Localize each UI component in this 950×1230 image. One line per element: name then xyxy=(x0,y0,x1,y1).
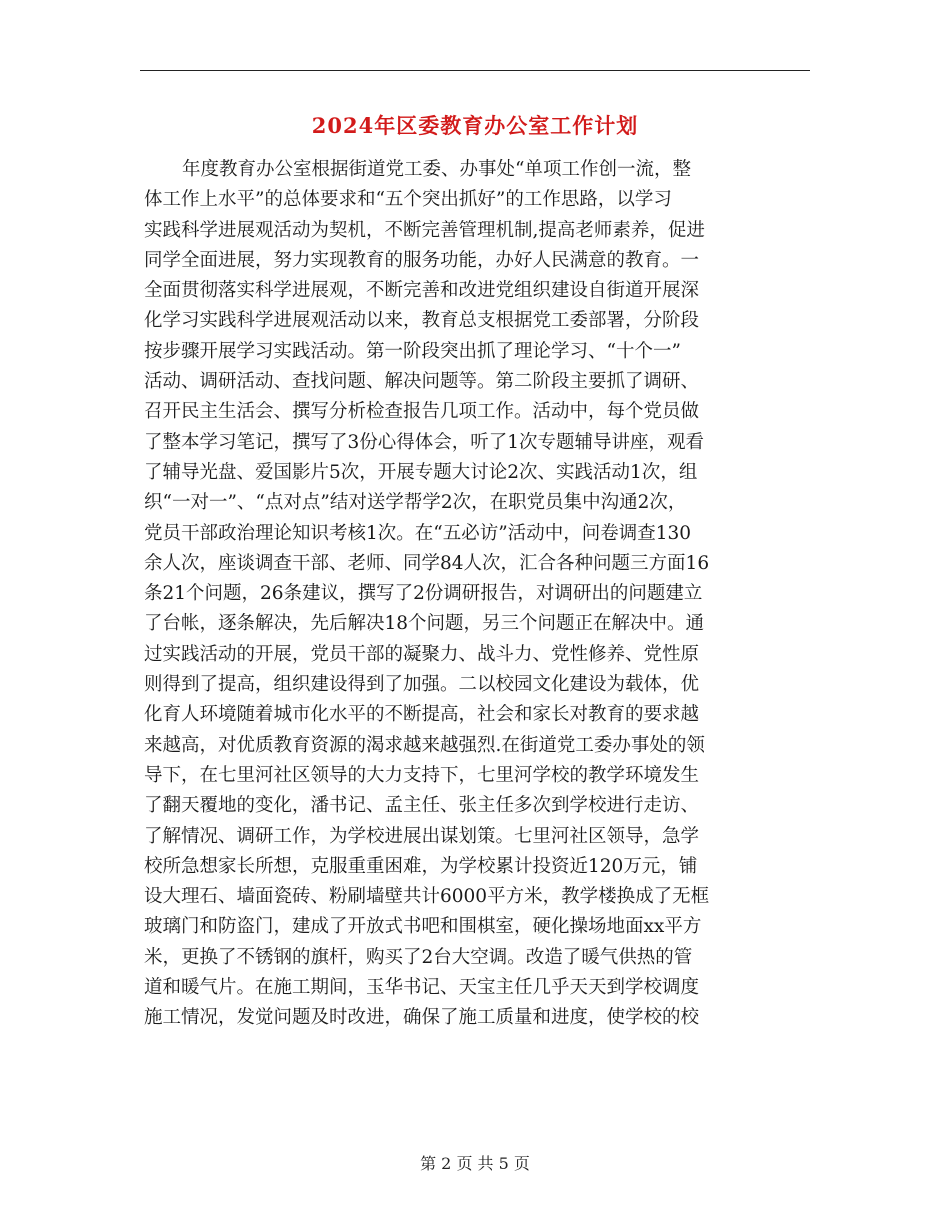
body-line: 活动、调研活动、查找问题、解决问题等。第二阶段主要抓了调研、 xyxy=(144,371,700,393)
body-line: 条21个问题，26条建议，撰写了2份调研报告，对调研出的问题建立 xyxy=(144,583,703,605)
body-line: 校所急想家长所想，克服重重困难，为学校累计投资近120万元，铺 xyxy=(144,855,698,877)
body-line: 了辅导光盘、爱国影片5次，开展专题大讨论2次、实践活动1次，组 xyxy=(144,461,698,483)
body-line: 了整本学习笔记，撰写了3份心得体会，听了1次专题辅导讲座，观看 xyxy=(144,431,705,453)
body-line: 则得到了提高，组织建设得到了加强。二以校园文化建设为载体，优 xyxy=(144,674,700,696)
body-line: 召开民主生活会、撰写分析检查报告几项工作。活动中，每个党员做 xyxy=(144,401,700,423)
header-rule xyxy=(140,70,810,71)
body-line: 了解情况、调研工作，为学校进展出谋划策。七里河社区领导，急学 xyxy=(144,825,700,847)
body-line: 导下，在七里河社区领导的大力支持下，七里河学校的教学环境发生 xyxy=(144,764,700,786)
body-line: 化学习实践科学进展观活动以来，教育总支根据党工委部署，分阶段 xyxy=(144,310,700,332)
body-line: 道和暖气片。在施工期间，玉华书记、天宝主任几乎天天到学校调度 xyxy=(144,977,700,999)
document-body xyxy=(144,155,812,1034)
document-title: 2024年区委教育办公室工作计划 xyxy=(311,113,639,138)
body-line: 实践科学进展观活动为契机，不断完善管理机制,提高老师素养，促进 xyxy=(144,219,705,241)
body-line: 全面贯彻落实科学进展观，不断完善和改进党组织建设自街道开展深 xyxy=(144,280,700,302)
body-line: 施工情况，发觉问题及时改进，确保了施工质量和进度，使学校的校 xyxy=(144,1007,700,1029)
body-line: 余人次，座谈调查干部、老师、同学84人次，汇合各种问题三方面16 xyxy=(144,552,710,574)
page-number: 第 2 页 共 5 页 xyxy=(420,1154,530,1173)
body-line: 化育人环境随着城市化水平的不断提高，社会和家长对教育的要求越 xyxy=(144,704,700,726)
body-line: 按步骤开展学习实践活动。第一阶段突出抓了理论学习、“十个一” xyxy=(144,340,681,362)
body-line: 体工作上水平”的总体要求和“五个突出抓好”的工作思路，以学习 xyxy=(144,189,672,211)
body-line: 米，更换了不锈钢的旗杆，购买了2台大空调。改造了暖气供热的管 xyxy=(144,946,693,968)
body-line: 同学全面进展，努力实现教育的服务功能，办好人民满意的教育。一 xyxy=(144,249,700,271)
body-line: 织“一对一”、“点对点”结对送学帮学2次，在职党员集中沟通2次， xyxy=(144,492,687,514)
body-line: 了台帐，逐条解决，先后解决18个问题，另三个问题正在解决中。通 xyxy=(144,613,705,635)
body-line: 来越高，对优质教育资源的渴求越来越强烈.在街道党工委办事处的领 xyxy=(144,734,705,756)
body-line: 党员干部政治理论知识考核1次。在“五必访”活动中，问卷调查130 xyxy=(144,522,691,544)
body-line: 玻璃门和防盗门，建成了开放式书吧和围棋室，硬化操场地面xx平方 xyxy=(144,916,702,938)
body-line: 设大理石、墙面瓷砖、粉刷墙壁共计6000平方米，教学楼换成了无框 xyxy=(144,886,710,908)
body-line: 过实践活动的开展，党员干部的凝聚力、战斗力、党性修养、党性原 xyxy=(144,643,700,665)
body-line: 年度教育办公室根据街道党工委、办事处“单项工作创一流，整 xyxy=(182,159,691,180)
body-line: 了翻天覆地的变化，潘书记、孟主任、张主任多次到学校进行走访、 xyxy=(144,795,700,817)
